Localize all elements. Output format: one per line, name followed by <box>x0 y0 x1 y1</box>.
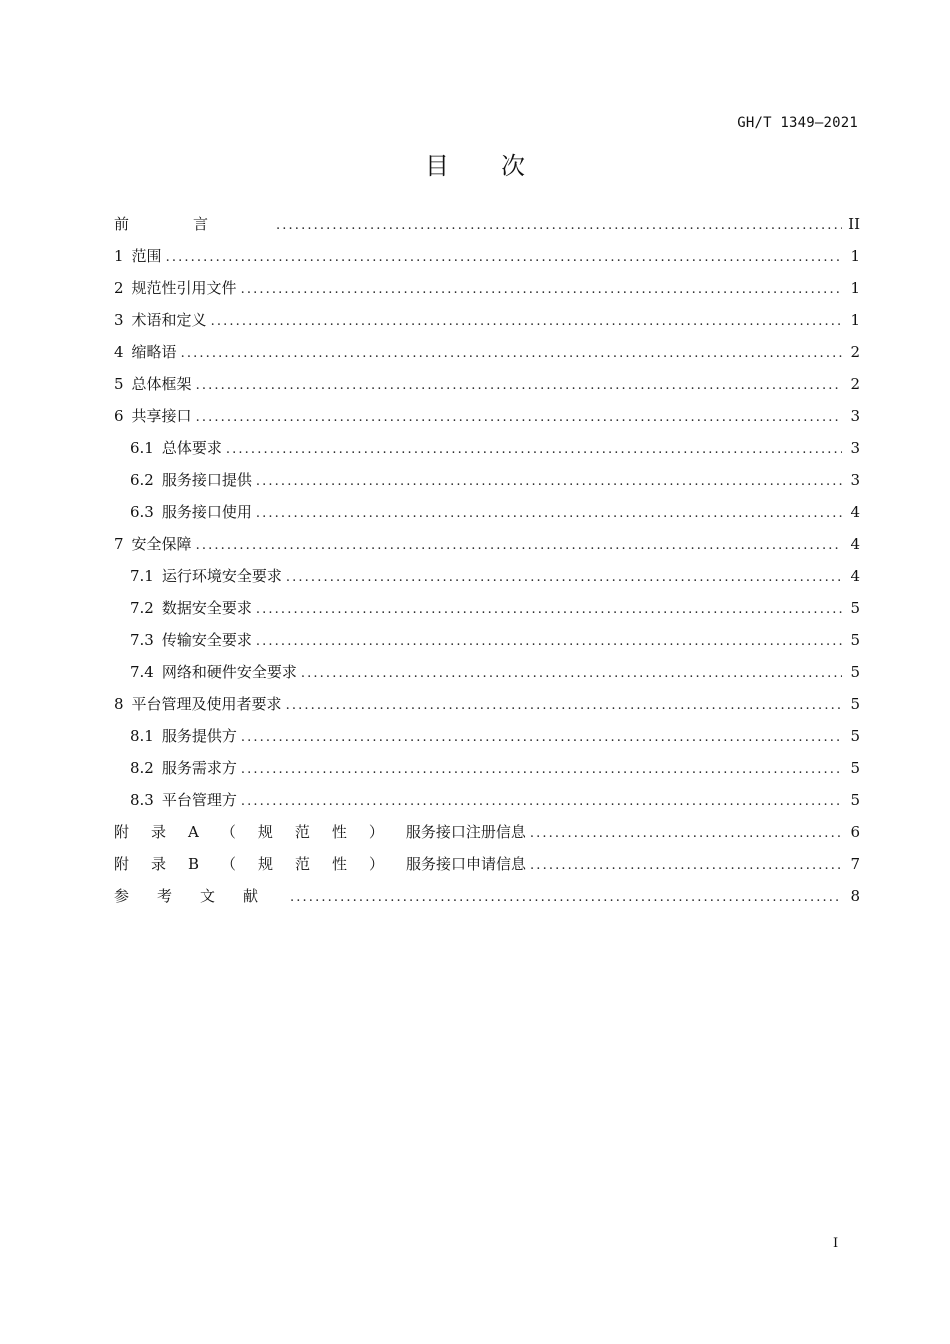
toc-entry[interactable] <box>114 405 860 437</box>
dot-leader <box>530 826 842 841</box>
toc-sublabel: 服务接口申请信息 <box>406 855 527 873</box>
toc-number: 7 <box>114 535 124 553</box>
toc-page: 5 <box>850 631 860 649</box>
toc-number: 7.2 <box>130 599 154 617</box>
toc-page: 5 <box>850 727 860 745</box>
toc-entry[interactable] <box>114 693 860 725</box>
dot-leader <box>256 634 842 649</box>
dot-leader <box>196 378 842 393</box>
toc-number: 2 <box>114 279 124 297</box>
toc-subentry[interactable] <box>114 757 860 789</box>
toc-number: 7.1 <box>130 567 154 585</box>
toc-page: 5 <box>850 791 860 809</box>
dot-leader <box>241 762 842 777</box>
toc-label: 网络和硬件安全要求 <box>161 663 297 681</box>
dot-leader <box>181 346 842 361</box>
toc-number: 8.3 <box>130 791 154 809</box>
toc-label: 安全保障 <box>131 535 192 553</box>
toc-page: 5 <box>850 759 860 777</box>
toc-label: 总体要求 <box>161 439 222 457</box>
toc-label: 服务接口使用 <box>161 503 252 521</box>
toc-subentry[interactable] <box>114 437 860 469</box>
toc-entry[interactable] <box>114 533 860 565</box>
toc-label: 范围 <box>131 247 162 265</box>
toc-sublabel: 服务接口注册信息 <box>405 823 526 841</box>
toc-entry-references[interactable] <box>114 885 860 917</box>
toc-page: 5 <box>850 695 860 713</box>
toc-subentry[interactable] <box>114 597 860 629</box>
toc-label: 平台管理及使用者要求 <box>131 695 282 713</box>
dot-leader <box>241 282 842 297</box>
toc-page: 5 <box>850 599 860 617</box>
dot-leader <box>241 794 842 809</box>
table-of-contents <box>114 213 860 917</box>
toc-page: 4 <box>850 567 860 585</box>
toc-label: 平台管理方 <box>161 791 237 809</box>
toc-page: 4 <box>850 535 860 553</box>
toc-label: 服务提供方 <box>161 727 237 745</box>
toc-label: 规范性引用文件 <box>131 279 237 297</box>
toc-page: 6 <box>850 823 860 841</box>
toc-page: 3 <box>850 471 860 489</box>
page-title <box>0 146 950 181</box>
toc-number: 8.1 <box>130 727 154 745</box>
toc-page: 3 <box>850 407 860 425</box>
toc-number: 4 <box>114 343 124 361</box>
dot-leader <box>286 698 842 713</box>
toc-subentry[interactable] <box>114 565 860 597</box>
toc-page: 7 <box>850 855 860 873</box>
toc-label: 术语和定义 <box>131 311 207 329</box>
toc-number: 6.1 <box>130 439 154 457</box>
toc-entry[interactable] <box>114 341 860 373</box>
dot-leader <box>256 506 842 521</box>
toc-page: 8 <box>850 887 860 905</box>
toc-entry[interactable] <box>114 309 860 341</box>
dot-leader <box>290 890 842 905</box>
title-char-2: 次 <box>501 152 525 180</box>
page-number: I <box>833 1236 839 1251</box>
toc-page: 1 <box>850 247 860 265</box>
toc-page: 1 <box>850 279 860 297</box>
toc-number: 3 <box>114 311 124 329</box>
toc-page: 4 <box>850 503 860 521</box>
toc-subentry[interactable] <box>114 629 860 661</box>
toc-page: 5 <box>850 663 860 681</box>
toc-label: 数据安全要求 <box>161 599 252 617</box>
toc-entry[interactable] <box>114 373 860 405</box>
toc-number: 6 <box>114 407 124 425</box>
toc-subentry[interactable] <box>114 789 860 821</box>
toc-page: II <box>848 215 860 233</box>
dot-leader <box>256 602 842 617</box>
dot-leader <box>301 666 842 681</box>
toc-entry-foreword[interactable] <box>114 213 860 245</box>
dot-leader <box>211 314 842 329</box>
toc-label: 附录B（规范性） <box>114 855 407 873</box>
toc-entry-appendix-a[interactable] <box>114 821 860 853</box>
toc-subentry[interactable] <box>114 661 860 693</box>
document-code: GH/T 1349—2021 <box>737 115 858 131</box>
toc-entry[interactable] <box>114 245 860 277</box>
toc-number: 8 <box>114 695 124 713</box>
dot-leader <box>276 218 842 233</box>
dot-leader <box>530 858 842 873</box>
toc-label: 服务需求方 <box>161 759 237 777</box>
title-char-1: 目 <box>425 152 449 180</box>
dot-leader <box>256 474 842 489</box>
dot-leader <box>286 570 842 585</box>
dot-leader <box>196 410 842 425</box>
toc-page: 2 <box>850 375 860 393</box>
toc-label: 缩略语 <box>131 343 177 361</box>
toc-label: 传输安全要求 <box>161 631 252 649</box>
toc-page: 1 <box>850 311 860 329</box>
toc-number: 6.3 <box>130 503 154 521</box>
dot-leader <box>196 538 842 553</box>
toc-subentry[interactable] <box>114 469 860 501</box>
dot-leader <box>226 442 842 457</box>
toc-label: 服务接口提供 <box>161 471 252 489</box>
toc-number: 6.2 <box>130 471 154 489</box>
toc-label: 前言 <box>114 215 273 233</box>
toc-entry-appendix-b[interactable] <box>114 853 860 885</box>
toc-subentry[interactable] <box>114 725 860 757</box>
toc-label: 总体框架 <box>131 375 192 393</box>
toc-subentry[interactable] <box>114 501 860 533</box>
toc-number: 7.4 <box>130 663 154 681</box>
toc-label: 运行环境安全要求 <box>161 567 282 585</box>
dot-leader <box>166 250 842 265</box>
toc-number: 5 <box>114 375 124 393</box>
toc-label: 参考文献 <box>114 887 287 905</box>
toc-page: 3 <box>850 439 860 457</box>
toc-number: 7.3 <box>130 631 154 649</box>
toc-number: 1 <box>114 247 124 265</box>
toc-entry[interactable] <box>114 277 860 309</box>
toc-page: 2 <box>850 343 860 361</box>
dot-leader <box>241 730 842 745</box>
toc-label: 共享接口 <box>131 407 192 425</box>
toc-number: 8.2 <box>130 759 154 777</box>
toc-label: 附录A（规范性） <box>114 823 406 841</box>
